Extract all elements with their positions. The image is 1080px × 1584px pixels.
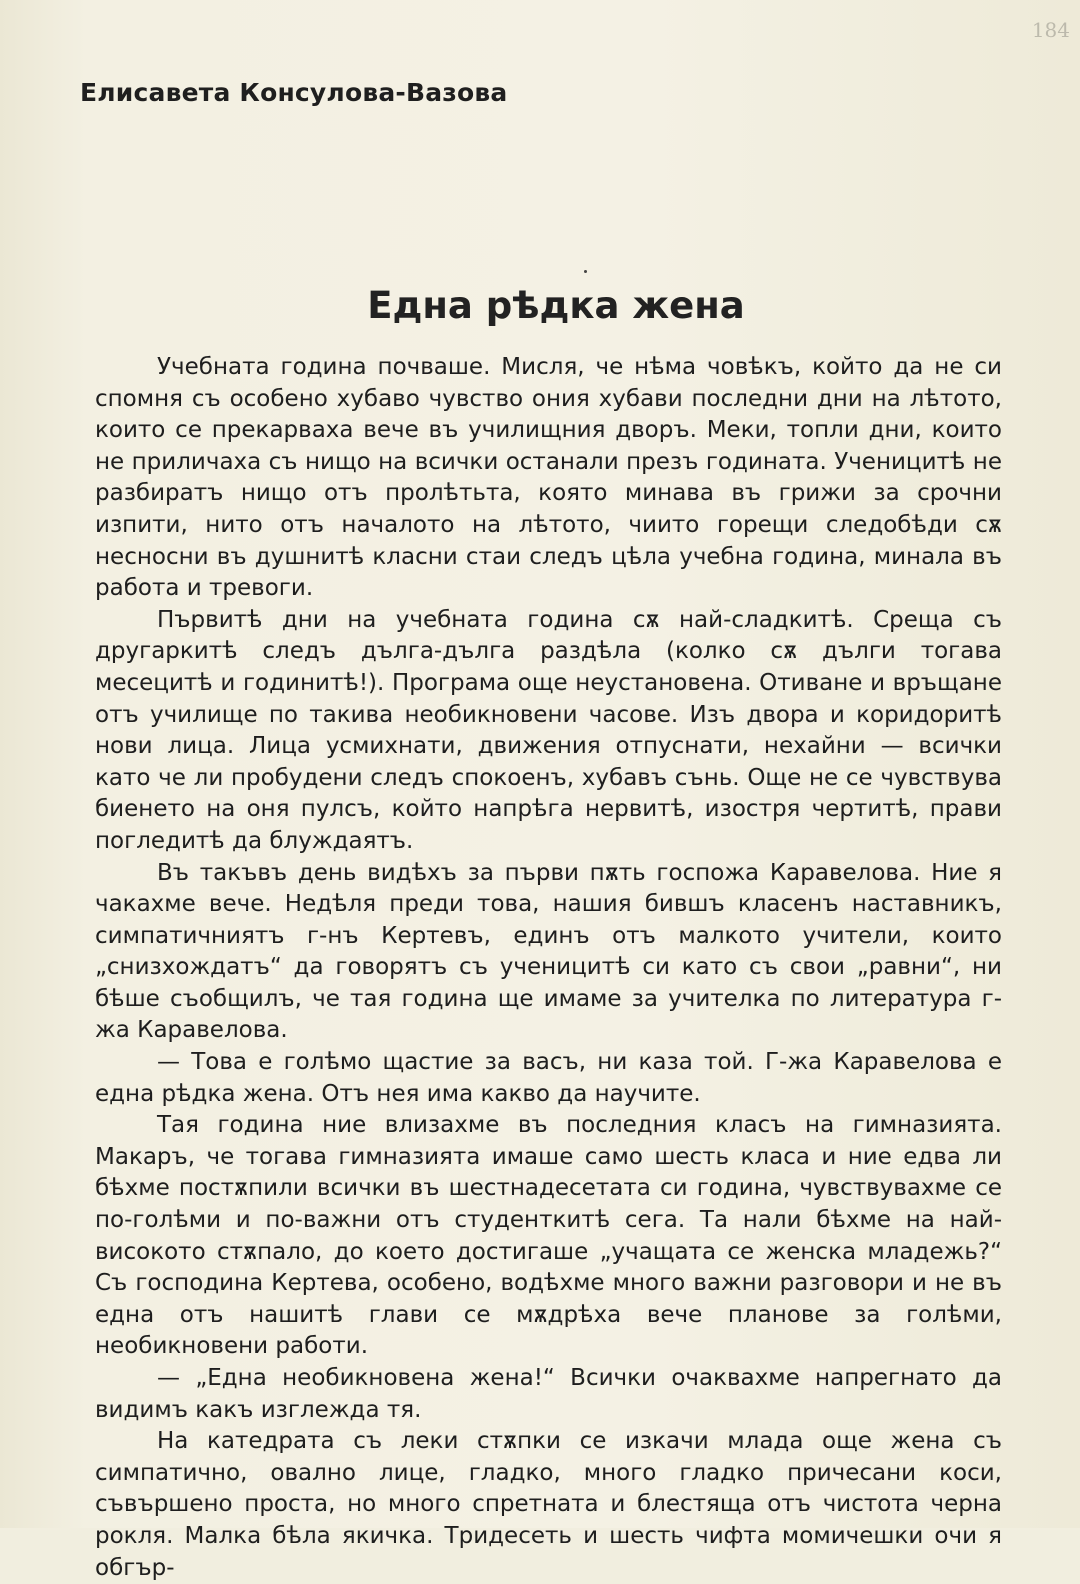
paragraph: Учебната година почваше. Мисля, че нѣма човѣкъ, който да не си спомня съ особено хубаво чувство ония хубави последни дни на лѣтото, които се прекарваха вече въ училищния дворъ. Меки, топли дни, които не приличаха съ нищо на всички останали презъ годината. Ученицитѣ не разбиратъ нищо отъ пролѣтьта, която минава въ грижи за срочни изпити, нито отъ началото на лѣтото, чиито горещи следобѣди сѫ несносни въ душнитѣ класни стаи следъ цѣла учебна година, минала въ работа и тревоги. [95,354,1002,602]
story-title: Една рѣдка жена [367,284,745,327]
ornament-dot [584,270,587,273]
author-name: Елисавета Консулова-Вазова [80,78,508,107]
page-number: 184 [1031,18,1070,42]
paragraph: Тая година ние влизахме въ последния класъ на гимназията. Макаръ, че тогава гимназията имаше само шесть класа и ние едва ли бѣхме постѫпили всички въ шестнадесетата си година, чувствувахме се по-голѣми и по-важни отъ студенткитѣ сега. Та нали бѣхме на най-високото стѫпало, до което достигаше „учащата се женска младежь?“ Съ господина Кертева, особено, водѣхме много важни разговори и не въ една отъ нашитѣ глави се мѫдрѣха вече планове за голѣми, необикновени работи. [95,1112,1002,1360]
paragraph: — „Една необикновена жена!“ Всички очаквахме напрегнато да видимъ какъ изглежда тя. [95,1365,1002,1423]
paragraph: На катедрата съ леки стѫпки се изкачи млада още жена съ симпатично, овално лице, гладко, много гладко причесани коси, съвършено проста, но много спретната и блестяща отъ чистота черна рокля. Малка бѣла якичка. Тридесеть и шесть чифта момичешки очи я обгър- [95,1428,1002,1581]
paragraph: Първитѣ дни на учебната година сѫ най-сладкитѣ. Среща съ другаркитѣ следъ дълга-дълга раздѣла (колко сѫ дълги тогава месецитѣ и годинитѣ!). Програма още неустановена. Отиване и връщане отъ училище по такива необикновени часове. Изъ двора и коридоритѣ нови лица. Лица усмихнати, движения отпуснати, нехайни — всички като че ли пробудени следъ спокоенъ, хубавъ сънь. Още не се чувствува биенето на оня пулсъ, който напрѣга нервитѣ, изостря чертитѣ, прави погледитѣ да блуждаятъ. [95,606,1002,854]
paragraph: — Това е голѣмо щастие за васъ, ни каза той. Г-жа Каравелова е една рѣдка жена. Отъ нея има какво да научите. [95,1049,1002,1107]
paragraph: Въ такъвъ день видѣхъ за първи пѫть госпожа Каравелова. Ние я чакахме вече. Недѣля преди това, нашия бившъ класенъ наставникъ, симпатичниятъ г-нъ Кертевъ, единъ отъ малкото учители, които „снизхождатъ“ да говорятъ съ ученицитѣ си като съ свои „равни“, ни бѣше съобщилъ, че тая година ще имаме за учителка по литература г-жа Каравелова. [95,859,1002,1044]
story-body [95,352,1002,1584]
